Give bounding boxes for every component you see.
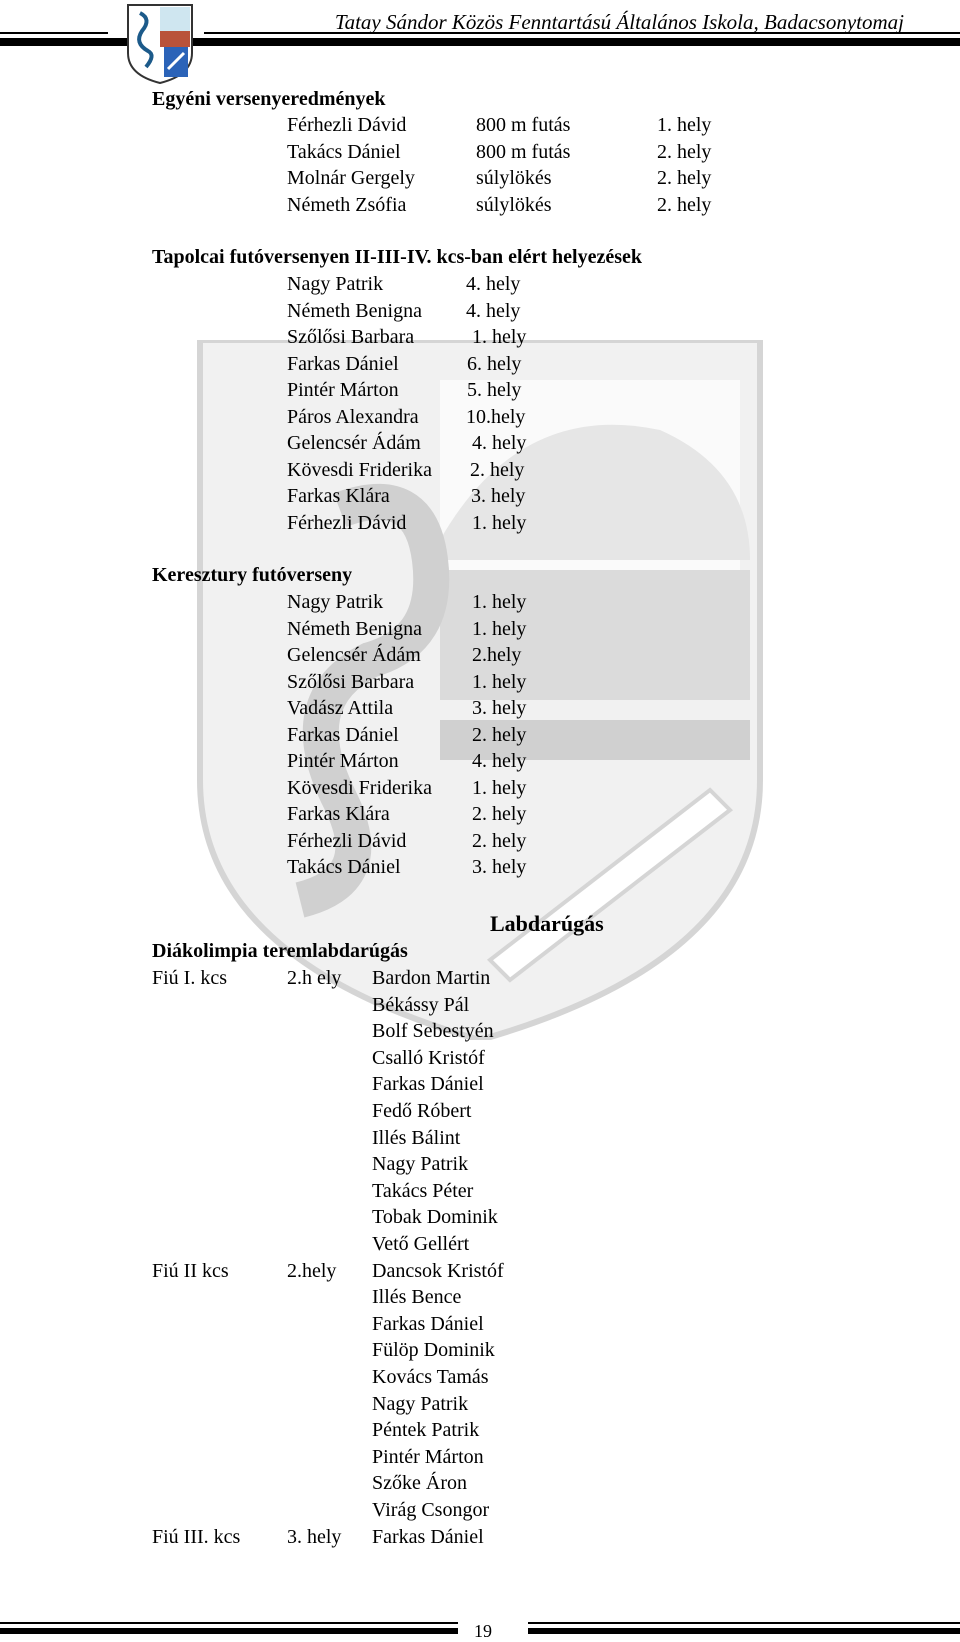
result-place: 3. hely [472,697,527,719]
footer-rule-thick-right [528,1628,960,1634]
result-place: 1. hely [472,591,527,613]
section-title-football: Labdarúgás [490,911,604,936]
result-place: 2.hely [472,644,522,666]
player-name: Fülöp Dominik [372,1339,495,1362]
school-crest-logo [126,3,194,85]
player-name: Dancsok Kristóf [372,1259,504,1282]
result-name: Farkas Dániel [287,723,399,746]
result-name: Németh Benigna [287,617,422,640]
result-name: Férhezli Dávid [287,114,407,136]
player-name: Illés Bálint [372,1126,461,1149]
header-rule-thin-left [0,32,108,34]
result-place: 2. hely [472,803,527,825]
football-subtitle: Diákolimpia teremlabdarúgás [152,940,408,962]
player-name: Illés Bence [372,1286,462,1309]
section-title-keresztury: Keresztury futóverseny [152,564,353,586]
result-name: Pintér Márton [287,379,399,401]
player-name: Békássy Pál [372,993,470,1016]
result-place: 1. hely [472,670,527,693]
result-name: Farkas Klára [287,485,390,507]
result-name: Takács Dániel [287,140,401,163]
result-event: súlylökés [476,167,552,189]
result-place: 10.hely [466,405,526,428]
result-event: súlylökés [476,193,552,216]
result-name: Páros Alexandra [287,405,419,428]
result-place: 6. hely [467,352,522,375]
player-name: Csalló Kristóf [372,1046,485,1069]
result-place: 3. hely [472,856,527,878]
result-place: 2. hely [657,193,712,216]
player-name: Pintér Márton [372,1445,484,1468]
result-name: Németh Benigna [287,299,422,322]
result-place: 1. hely [472,511,527,534]
result-name: Szőlősi Barbara [287,326,415,348]
result-name: Férhezli Dávid [287,511,407,534]
result-name: Takács Dániel [287,856,401,878]
result-name: Nagy Patrik [287,591,384,613]
school-title: Tatay Sándor Közös Fenntartású Általános Iskola, Badacsonytomaj [334,10,904,34]
player-name: Péntek Patrik [372,1419,480,1442]
footer-rule-thick-left [0,1628,458,1634]
result-name: Molnár Gergely [287,167,415,189]
result-name: Farkas Dániel [287,352,399,375]
player-name: Bolf Sebestyén [372,1020,494,1043]
team-place: 2.h ely [287,967,342,989]
player-name: Nagy Patrik [372,1392,469,1415]
page-number: 19 [474,1621,492,1641]
result-place: 2. hely [472,829,527,852]
result-name: Németh Zsófia [287,193,407,216]
result-name: Nagy Patrik [287,273,384,295]
footer-rule-thin-right [528,1622,960,1624]
result-name: Férhezli Dávid [287,829,407,852]
result-name: Gelencsér Ádám [287,432,421,454]
footer-rule-thin-left [0,1622,458,1624]
player-name: Tobak Dominik [372,1206,498,1229]
player-name: Szőke Áron [372,1472,467,1495]
result-name: Kövesdi Friderika [287,776,432,799]
result-name: Gelencsér Ádám [287,644,421,666]
result-event: 800 m futás [476,114,571,136]
player-name: Virág Csongor [372,1499,490,1521]
player-name: Takács Péter [372,1179,474,1202]
player-name: Nagy Patrik [372,1153,469,1176]
result-place: 2. hely [472,723,527,746]
result-place: 1. hely [472,326,527,348]
player-name: Farkas Dániel [372,1312,484,1335]
section-title-tapolca: Tapolcai futóversenyen II-III-IV. kcs-ban elért helyezések [152,246,642,268]
result-place: 4. hely [466,273,521,295]
result-place: 1. hely [472,617,527,640]
result-place: 5. hely [467,379,522,401]
result-place: 1. hely [657,114,712,136]
result-name: Vadász Attila [287,697,394,719]
result-name: Pintér Márton [287,750,399,772]
result-name: Kövesdi Friderika [287,458,432,481]
team-place: 2.hely [287,1259,337,1282]
player-name: Farkas Dániel [372,1525,484,1548]
team-category: Fiú I. kcs [152,967,227,989]
team-category: Fiú III. kcs [152,1525,241,1548]
section-title-individual: Egyéni versenyeredmények [152,88,386,110]
team-category: Fiú II kcs [152,1259,229,1282]
result-place: 2. hely [657,140,712,163]
result-place: 4. hely [466,299,521,322]
player-name: Bardon Martin [372,967,491,989]
result-name: Farkas Klára [287,803,390,825]
player-name: Kovács Tamás [372,1366,489,1388]
result-place: 2. hely [470,458,525,481]
result-name: Szőlősi Barbara [287,670,415,693]
team-place: 3. hely [287,1525,342,1548]
player-name: Farkas Dániel [372,1073,484,1096]
player-name: Vető Gellért [372,1233,470,1255]
player-name: Fedő Róbert [372,1100,472,1122]
result-place: 4. hely [472,432,527,454]
result-event: 800 m futás [476,140,571,163]
result-place: 1. hely [472,776,527,799]
result-place: 2. hely [657,167,712,189]
result-place: 3. hely [471,485,526,507]
result-place: 4. hely [472,750,527,772]
